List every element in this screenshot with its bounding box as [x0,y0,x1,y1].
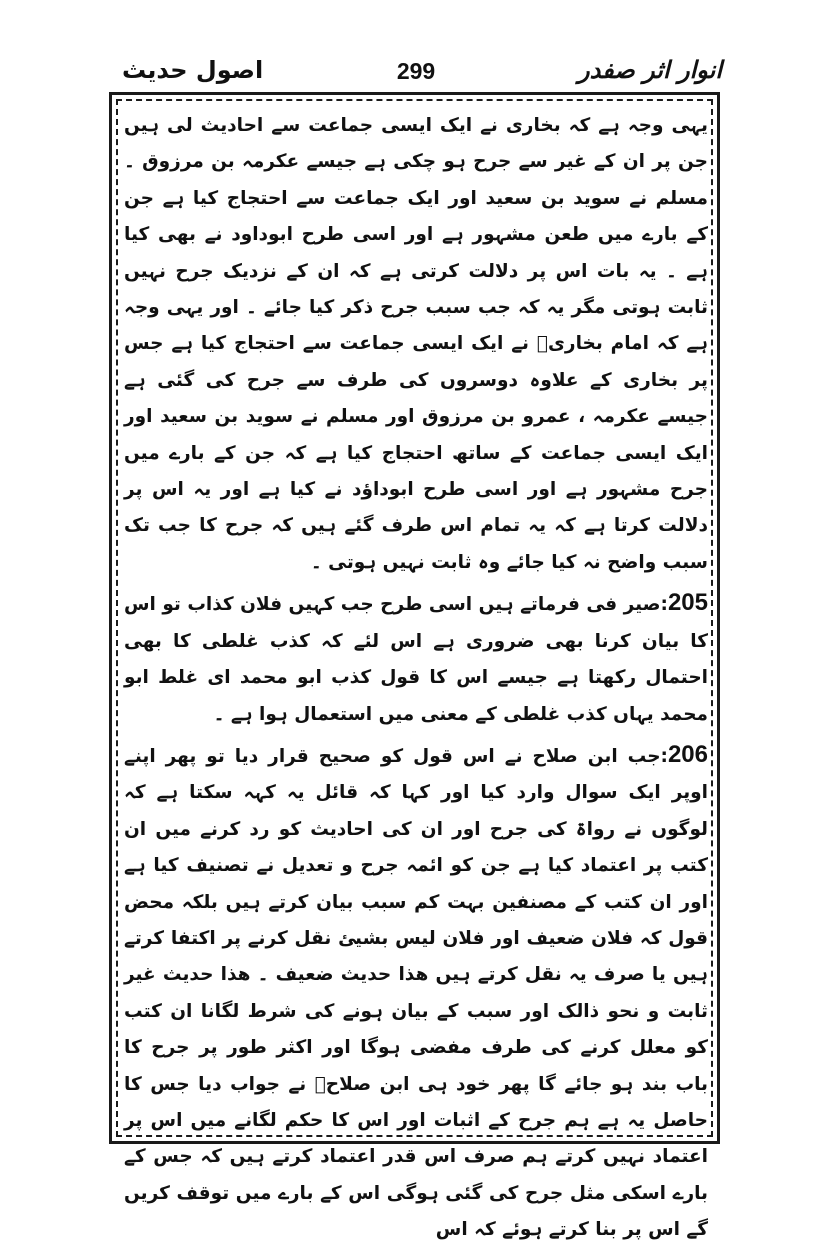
paragraph-text: :جب ابن صلاح نے اس قول کو صحیح قرار دیا تو پھر اپنے اوپر ایک سوال وارد کیا اور کہا کہ قائل یہ کہہ سکتا ہے کہ لوگوں نے رواۃ کی جرح اور ان کی احادیث کو رد کرنے میں ان کتب پر اعتماد کیا ہے جن کو ائمہ جرح و تعدیل نے تصنیف کیا ہے اور ان کتب کے مصنفین بہت کم سبب بیان کرتے ہیں بلکہ محض قول کہ فلان ضعیف اور فلان لیس بشیئ نقل کرنے پر اکتفا کرتے ہیں یا صرف یہ نقل کرتے ہیں ھذا حدیث ضعیف ۔ ھذا حدیث غیر ثابت و نحو ذالک اور سبب کے بیان ہونے کی شرط لگانا ان کتب کو معلل کرنے کی طرف مفضی ہوگا اور اکثر طور پر جرح کا باب بند ہو جائے گا پھر خود ہی ابن صلاحؒ نے جواب دیا جس کا حاصل یہ ہے ہم جرح کے اثبات اور اس کا حکم لگانے میں اس پر اعتماد نہیں کرتے ہم صرف اس قدر اعتماد کرتے ہیں کہ جس کے بارے اسکی مثل جرح کی گئی ہوگی اس کے بارے میں توقف کریں گے اس پر بنا کرتے ہوئے کہ اس [124,745,708,1241]
book-title: انوار اثر صفدر [577,56,722,84]
section-title: اصول حدیث [122,56,264,84]
page-header [110,56,722,90]
page-number: 299 [396,58,436,84]
paragraph [124,108,708,581]
paragraph [124,737,708,1249]
paragraph-number: 206 [667,740,708,768]
paragraph-text: یہی وجہ ہے کہ بخاری نے ایک ایسی جماعت سے احادیث لی ہیں جن پر ان کے غیر سے جرح ہو چکی ہے جیسے عکرمہ بن مرزوق ۔ مسلم نے سوید بن سعید اور ایک جماعت سے احتجاج کیا ہے جن کے بارے میں طعن مشہور ہے اور اسی طرح ابوداود نے بھی کیا ہے ۔ یہ بات اس پر دلالت کرتی ہے کہ ان کے نزدیک جرح نہیں ثابت ہوتی مگر یہ کہ جب سبب جرح ذکر کیا جائے ۔ اور یہی وجہ ہے کہ امام بخاریؒ نے ایک ایسی جماعت سے احتجاج کیا ہے جس پر بخاری کے علاوہ دوسروں کی طرف سے جرح کی گئی ہے جیسے عکرمہ ، عمرو بن مرزوق اور مسلم نے سوید بن سعید اور ایک ایسی جماعت کے ساتھ احتجاج کیا ہے کہ جن کے بارے میں جرح مشہور ہے اور اسی طرح ابوداؤد نے کیا ہے اور یہ اس پر دلالت کرتا ہے کہ یہ تمام اس طرف گئے ہیں کہ جرح کا جب تک سبب واضح نہ کیا جائے وہ ثابت نہیں ہوتی ۔ [124,115,708,573]
page-body [124,108,708,1241]
paragraph-number: 205 [667,589,708,617]
paragraph-text: :صیر فی فرماتے ہیں اسی طرح جب کہیں فلان کذاب تو اس کا بیان کرنا بھی ضروری ہے اس لئے کہ کذب غلطی کا بھی احتمال رکھتا ہے جیسے اس کا قول کذب ابو محمد ای غلط ابو محمد یہاں کذب غلطی کے معنی میں استعمال ہوا ہے ۔ [124,594,708,725]
paragraph [124,585,708,733]
